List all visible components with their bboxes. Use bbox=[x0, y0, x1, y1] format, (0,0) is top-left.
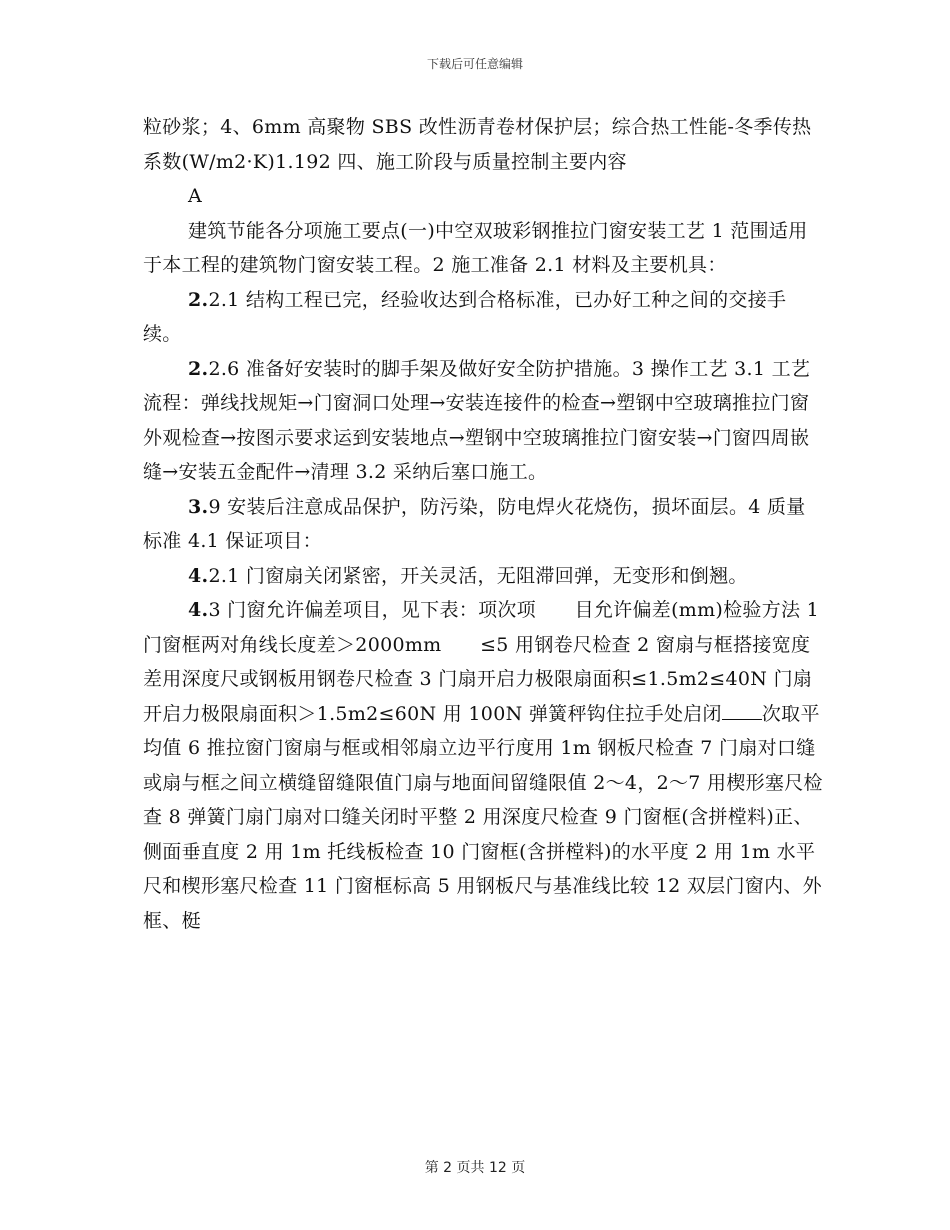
paragraph-8-text-a: 3 门窗允许偏差项目，见下表：项次项 目允许偏差(mm)检验方法 1 门窗框两对角线长度差＞2000mm ≤5 用钢卷尺检查 2 窗扇与框搭接宽度差用深度尺或钢板用钢卷尺检查 3 门扇开启力极限扇面积≤1.5m2≤40N 门扇开启力极限扇面积＞1.5m2≤60N 用 100N 弹簧秤钩住拉手处启闭 bbox=[143, 599, 820, 725]
paragraph-8 bbox=[143, 593, 823, 938]
paragraph-5-lead: 2. bbox=[188, 357, 209, 380]
blank-underline bbox=[722, 701, 762, 720]
paragraph-1: 粒砂浆；4、6mm 高聚物 SBS 改性沥青卷材保护层；综合热工性能-冬季传热系数(W/m2·K)1.192 四、施工阶段与质量控制主要内容 bbox=[143, 116, 812, 173]
paragraph-6-lead: 3. bbox=[188, 495, 209, 518]
paragraph-3: 建筑节能各分项施工要点(一)中空双玻彩钢推拉门窗安装工艺 1 范围适用于本工程的建筑物门窗安装工程。2 施工准备 2.1 材料及主要机具： bbox=[143, 219, 808, 276]
paragraph-6 bbox=[143, 490, 823, 559]
paragraph-4-text: 2.1 结构工程已完，经验收达到合格标准，已办好工种之间的交接手续。 bbox=[143, 288, 787, 345]
paragraph-2: A bbox=[188, 185, 203, 207]
document-body bbox=[143, 110, 823, 938]
paragraph-4 bbox=[143, 283, 823, 352]
paragraph-5 bbox=[143, 352, 823, 490]
paragraph-8-text-b: 次取平均值 6 推拉窗门窗扇与框或相邻扇立边平行度用 1m 钢板尺检查 7 门扇对口缝或扇与框之间立横缝留缝限值门扇与地面间留缝限值 2～4，2～7 用楔形塞尺检查 8 弹簧门扇门扇对口缝关闭时平整 2 用深度尺检查 9 门窗框(含拼樘料)正、侧面垂直度 2 用 1m 托线板检查 10 门窗框(含拼樘料)的水平度 2 用 1m 水平尺和楔形塞尺检查 11 门窗框标高 5 用钢板尺与基准线比较 12 双层门窗内、外框、梃 bbox=[143, 702, 823, 932]
page-footer-number: 第 2 页共 12 页 bbox=[424, 1160, 526, 1176]
paragraph-7-lead: 4. bbox=[188, 564, 209, 587]
paragraph-5-text: 2.6 准备好安装时的脚手架及做好安全防护措施。3 操作工艺 3.1 工艺流程：弹线找规矩→门窗洞口处理→安装连接件的检查→塑钢中空玻璃推拉门窗外观检查→按图示要求运到安装地点→塑钢中空玻璃推拉门窗安装→门窗四周嵌缝→安装五金配件→清理 3.2 采纳后塞口施工。 bbox=[143, 357, 811, 483]
paragraph-7-text: 2.1 门窗扇关闭紧密，开关灵活，无阻滞回弹，无变形和倒翘。 bbox=[208, 564, 748, 587]
page-header-note: 下载后可任意编辑 bbox=[426, 57, 523, 71]
paragraph-7 bbox=[143, 559, 823, 594]
paragraph-6-text: 9 安装后注意成品保护，防污染，防电焊火花烧伤，损坏面层。4 质量标准 4.1 保证项目： bbox=[143, 495, 806, 552]
paragraph-8-lead: 4. bbox=[188, 599, 209, 621]
paragraph-4-lead: 2. bbox=[188, 288, 209, 311]
